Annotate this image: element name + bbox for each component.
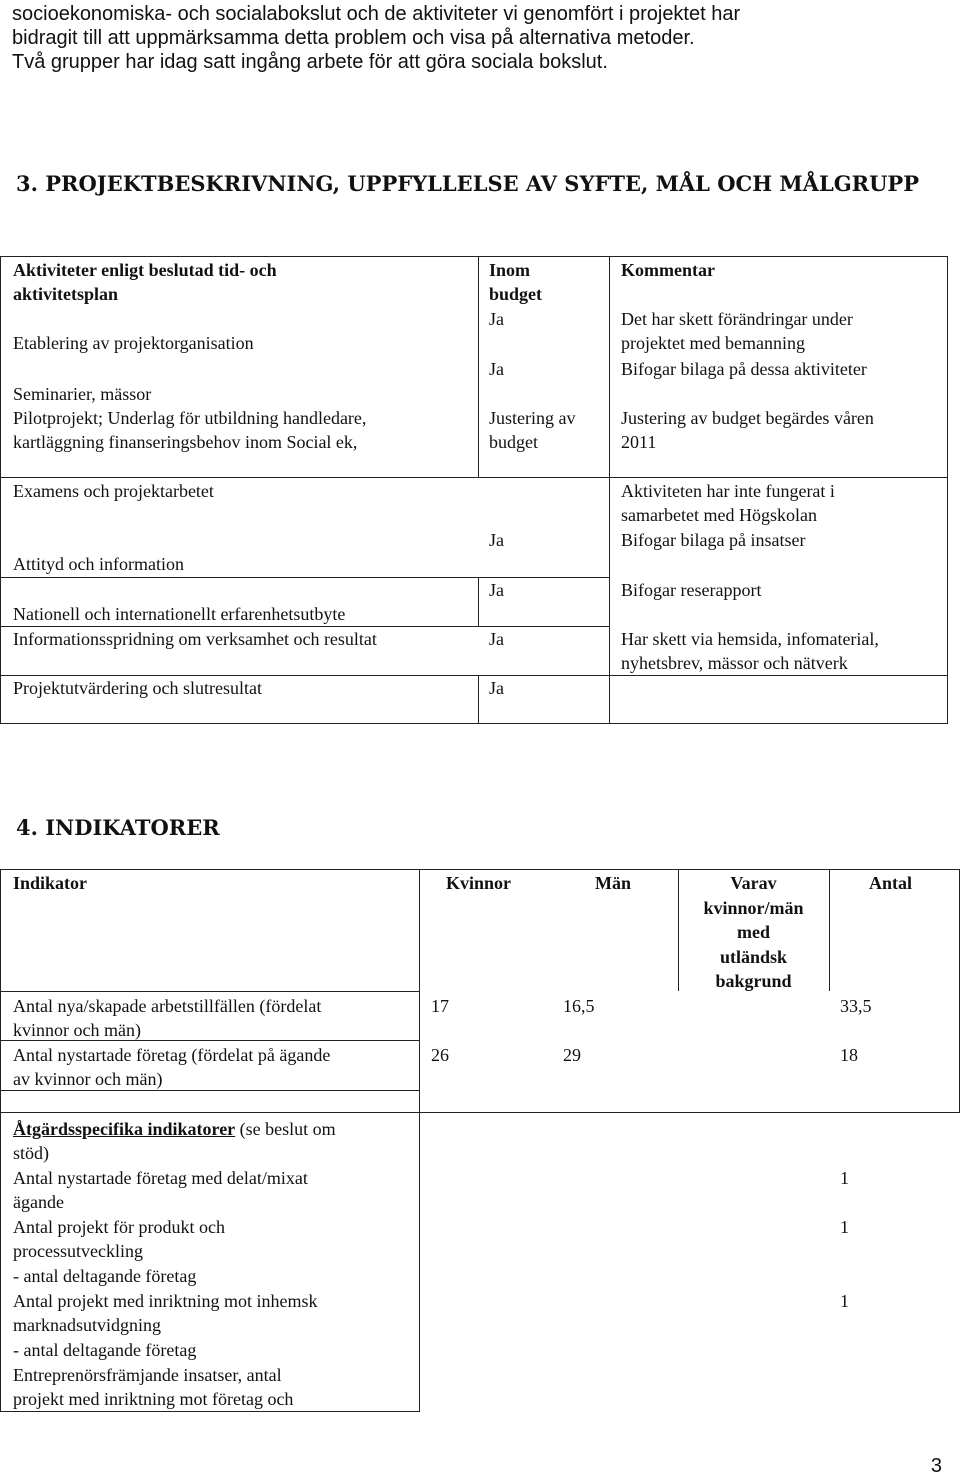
- specific-antal: 1: [840, 1168, 849, 1188]
- comment-cell: Justering av budget begärdes våren: [621, 408, 874, 428]
- budget-cell: Ja: [489, 530, 504, 550]
- comment-cell: nyhetsbrev, mässor och nätverk: [621, 653, 848, 673]
- comment-cell: 2011: [621, 432, 657, 452]
- header-varav-line: Varav: [730, 873, 777, 893]
- value-man: 29: [563, 1045, 581, 1065]
- value-antal: 33,5: [840, 996, 872, 1016]
- specific-item: - antal deltagande företag: [13, 1266, 197, 1286]
- activity-cell: Pilotprojekt; Underlag för utbildning handledare,: [13, 408, 367, 428]
- specific-item: processutveckling: [13, 1241, 143, 1261]
- table-border: [0, 869, 960, 870]
- specific-heading-bold: Åtgärdsspecifika indikatorer: [13, 1119, 236, 1139]
- header-kvinnor: Kvinnor: [446, 873, 512, 893]
- page-number: 3: [930, 1455, 942, 1477]
- value-antal: 18: [840, 1045, 858, 1065]
- comment-cell: Bifogar bilaga på insatser: [621, 530, 806, 550]
- indicator-label: av kvinnor och män): [13, 1069, 163, 1089]
- specific-item: - antal deltagande företag: [13, 1340, 197, 1360]
- specific-item: Antal nystartade företag med delat/mixat: [13, 1168, 308, 1188]
- header-varav-line: utländsk: [719, 946, 788, 967]
- specific-item: ägande: [13, 1192, 64, 1212]
- comment-cell: samarbetet med Högskolan: [621, 505, 817, 525]
- comment-cell: Det har skett förändringar under: [621, 309, 853, 329]
- activity-cell: Examens och projektarbetet: [13, 481, 214, 501]
- header-varav-line: bakgrund: [715, 971, 792, 991]
- activity-cell: Attityd och information: [13, 554, 184, 574]
- table-border: [0, 1112, 960, 1113]
- comment-cell: Bifogar reserapport: [621, 580, 762, 600]
- indicator-label: kvinnor och män): [13, 1020, 141, 1040]
- header-man: Män: [595, 873, 631, 893]
- header-activity-line2: aktivitetsplan: [13, 284, 119, 304]
- header-varav-line: kvinnor/män: [703, 897, 804, 918]
- specific-heading-rest: (se beslut om: [235, 1119, 336, 1139]
- budget-cell: Justering av: [489, 408, 576, 428]
- activity-cell: Seminarier, mässor: [13, 384, 152, 404]
- specific-antal: 1: [840, 1291, 849, 1311]
- activity-cell: Etablering av projektorganisation: [13, 333, 254, 353]
- value-man: 16,5: [563, 996, 595, 1016]
- budget-cell: Ja: [489, 629, 504, 649]
- budget-cell: Ja: [489, 309, 504, 329]
- specific-item: Antal projekt med inriktning mot inhemsk: [13, 1291, 318, 1311]
- table-border: [0, 991, 419, 992]
- budget-cell: budget: [489, 432, 538, 452]
- table-border: [0, 869, 1, 1412]
- specific-antal: 1: [840, 1217, 849, 1237]
- table-border: [829, 869, 830, 991]
- specific-heading: [13, 1117, 336, 1142]
- specific-heading-line2: stöd): [13, 1143, 49, 1163]
- header-activity-line1: Aktiviteter enligt beslutad tid- och: [13, 260, 277, 280]
- header-varav-line: med: [737, 922, 770, 942]
- specific-item: marknadsutvidgning: [13, 1315, 161, 1335]
- indicator-label: Antal nystartade företag (fördelat på ägande: [13, 1045, 331, 1065]
- activity-cell: Nationell och internationellt erfarenhetsutbyte: [13, 604, 346, 624]
- table-border: [419, 869, 420, 1412]
- header-comment: Kommentar: [621, 260, 715, 280]
- header-budget-line1: Inom: [489, 260, 531, 280]
- specific-item: projekt med inriktning mot företag och: [13, 1389, 294, 1409]
- intro-line: bidragit till att uppmärksamma detta problem och visa på alternativa metoder.: [12, 27, 695, 49]
- header-antal: Antal: [869, 873, 913, 893]
- indicator-label: Antal nya/skapade arbetstillfällen (fördelat: [13, 996, 322, 1016]
- section-3-heading: 3. PROJEKTBESKRIVNING, UPPFYLLELSE AV SYFTE, MÅL OCH MÅLGRUPP: [16, 171, 919, 196]
- specific-item: Entreprenörsfrämjande insatser, antal: [13, 1365, 282, 1385]
- section-4-heading: 4. INDIKATORER: [16, 815, 220, 840]
- comment-cell: Har skett via hemsida, infomaterial,: [621, 629, 879, 649]
- activity-cell: Projektutvärdering och slutresultat: [13, 678, 262, 698]
- budget-cell: Ja: [489, 678, 504, 698]
- activity-cell: Informationsspridning om verksamhet och resultat: [13, 629, 377, 649]
- activity-cell: kartläggning finanseringsbehov inom Social ek,: [13, 432, 358, 452]
- budget-cell: Ja: [489, 580, 504, 600]
- header-indikator: Indikator: [13, 873, 88, 893]
- budget-cell: Ja: [489, 359, 504, 379]
- intro-line: socioekonomiska- och socialabokslut och de aktiviteter vi genomfört i projektet har: [12, 3, 741, 25]
- header-budget-line2: budget: [489, 284, 543, 304]
- comment-cell: projektet med bemanning: [621, 333, 805, 353]
- comment-cell: Bifogar bilaga på dessa aktiviteter: [621, 359, 867, 379]
- header-varav: [678, 871, 829, 994]
- comment-cell: Aktiviteten har inte fungerat i: [621, 481, 835, 501]
- value-kvinnor: 26: [431, 1045, 449, 1065]
- value-kvinnor: 17: [431, 996, 449, 1016]
- intro-line: Två grupper har idag satt ingång arbete för att göra sociala bokslut.: [12, 51, 608, 73]
- specific-item: Antal projekt för produkt och: [13, 1217, 225, 1237]
